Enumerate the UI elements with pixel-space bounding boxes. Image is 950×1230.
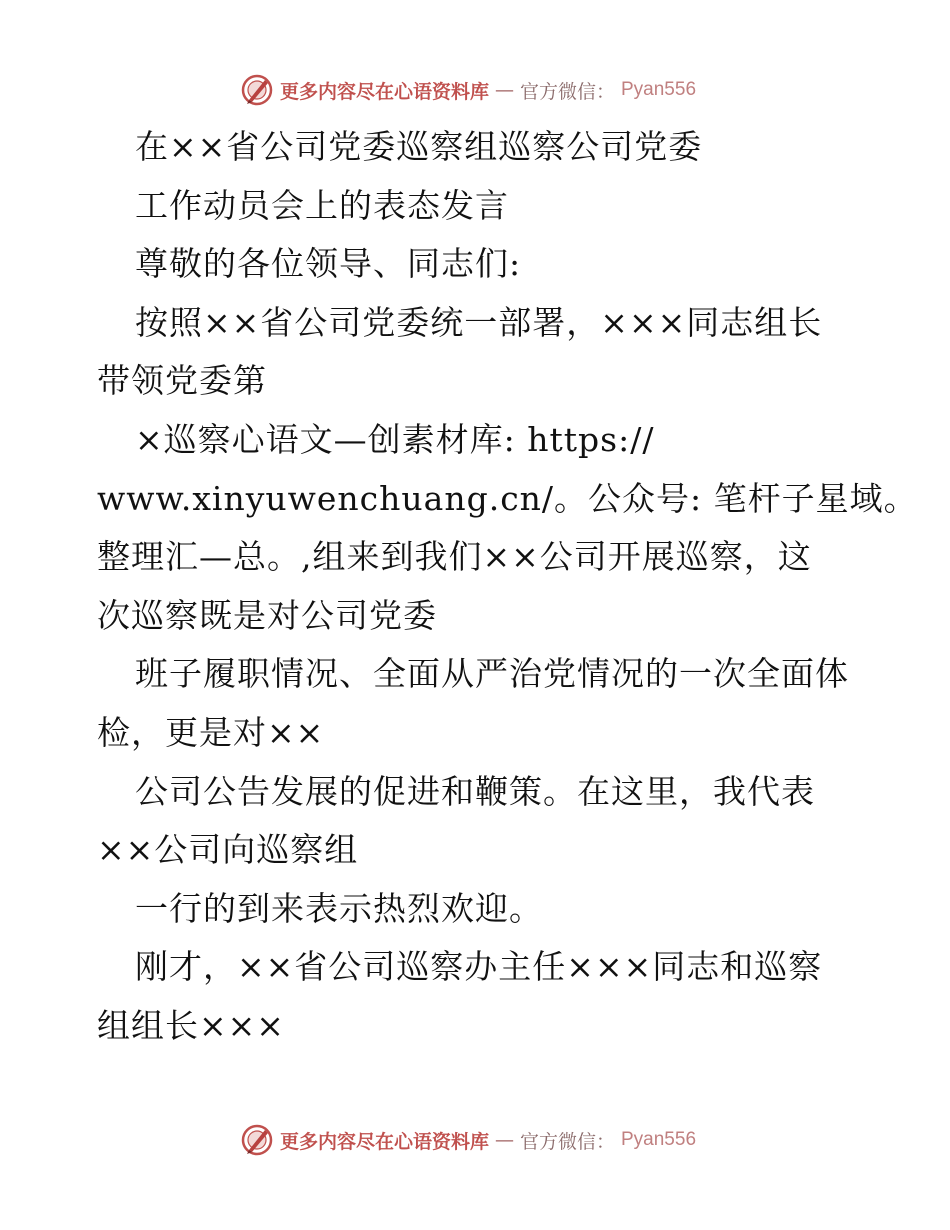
pen-quill-logo-icon	[240, 1123, 274, 1157]
banner-separator: —	[494, 1129, 514, 1151]
paragraph-line: www.xinyuwenchuang.cn/。公众号: 笔杆子星域。	[97, 478, 918, 518]
footer-banner-content	[240, 1123, 696, 1157]
paragraph-line: ×巡察心语文—创素材库: https://	[135, 419, 655, 459]
document-title-line-2: 工作动员会上的表态发言	[135, 185, 509, 225]
header-banner	[0, 70, 950, 110]
banner-wechat-label: 官方微信：	[519, 1130, 615, 1153]
paragraph-line: 带领党委第	[97, 361, 267, 401]
paragraph-line: 整理汇—总。,组来到我们××公司开展巡察，这	[97, 537, 812, 577]
salutation: 尊敬的各位领导、同志们:	[135, 244, 522, 284]
document-title-line-1: 在××省公司党委巡察组巡察公司党委	[135, 127, 703, 166]
paragraph-line: 班子履职情况、全面从严治党情况的一次全面体	[135, 654, 849, 694]
paragraph-line: 检，更是对××	[97, 712, 325, 752]
banner-wechat-label: 官方微信：	[519, 80, 615, 103]
paragraph-line: 次巡察既是对公司党委	[97, 595, 437, 635]
paragraph-line: 刚才，××省公司巡察办主任×××同志和巡察	[135, 947, 823, 987]
document-body	[97, 118, 918, 1056]
paragraph-line: 按照××省公司党委统一部署，×××同志组长	[135, 302, 823, 342]
paragraph-line: ××公司向巡察组	[97, 830, 359, 870]
banner-main-text: 更多内容尽在心语资料库	[279, 1130, 489, 1153]
paragraph-line: 公司公告发展的促进和鞭策。在这里，我代表	[135, 771, 815, 811]
banner-wechat-id: Pyan556	[621, 1129, 697, 1150]
footer-banner	[0, 1120, 950, 1160]
pen-quill-logo-icon	[240, 73, 274, 107]
paragraph-line: 组组长×××	[97, 1005, 285, 1045]
banner-main-text: 更多内容尽在心语资料库	[279, 80, 489, 103]
banner-separator: —	[494, 79, 514, 101]
banner-wechat-id: Pyan556	[621, 79, 697, 100]
paragraph-line: 一行的到来表示热烈欢迎。	[135, 888, 543, 928]
header-banner-content	[240, 73, 696, 107]
